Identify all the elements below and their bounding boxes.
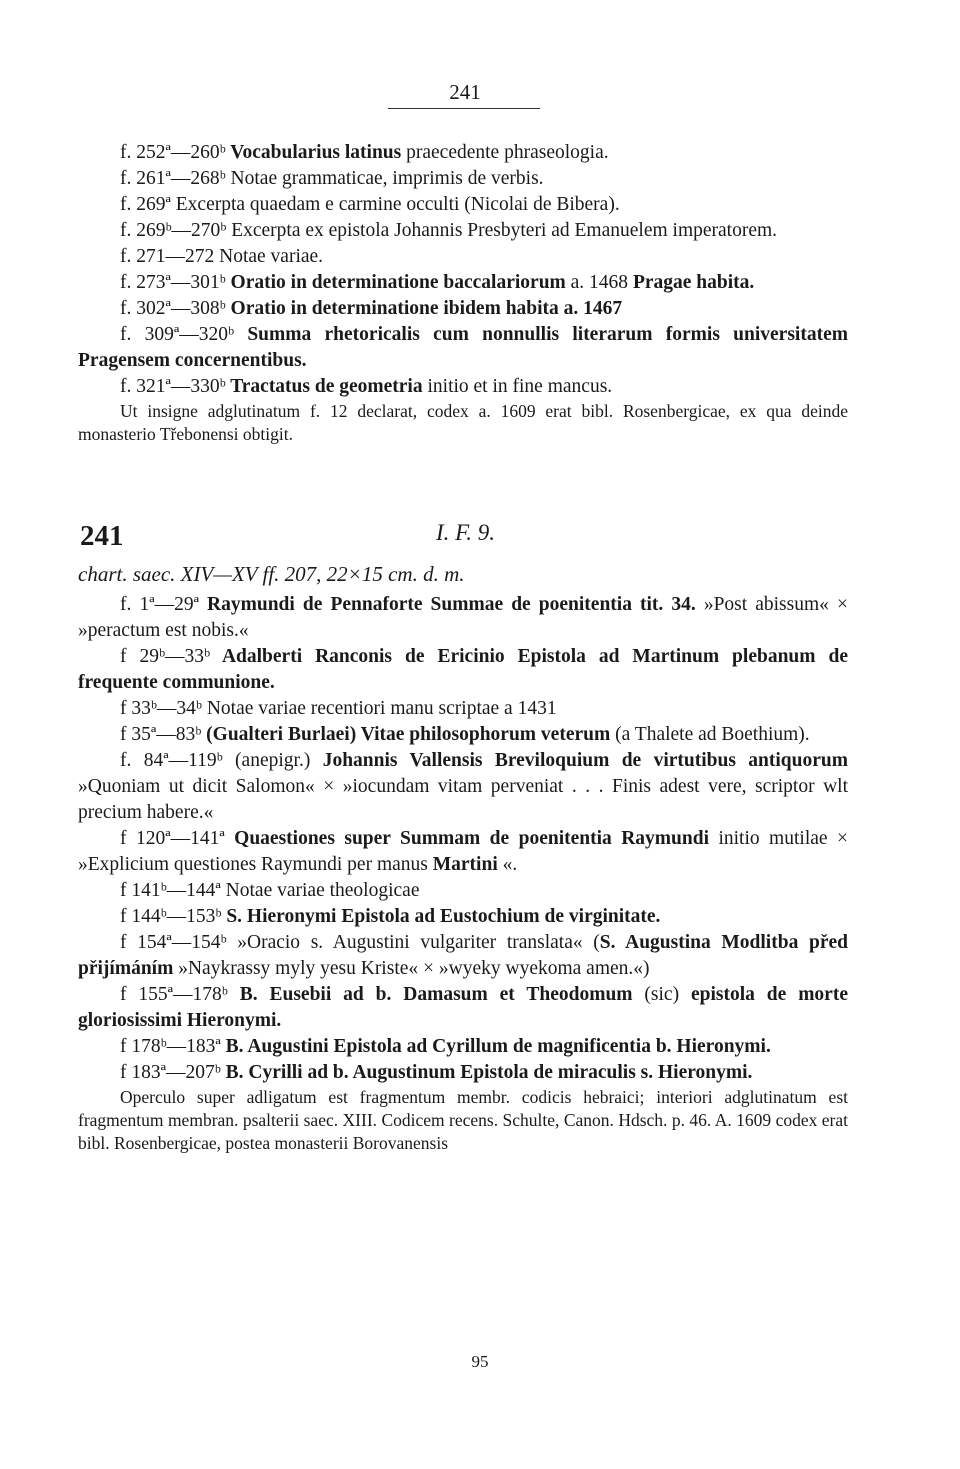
page-number: 241	[449, 80, 481, 104]
catalog-entry	[78, 748, 848, 826]
provenance-note: Ut insigne adglutinatum f. 12 declarat, codex a. 1609 erat bibl. Rosenbergicae, ex qua deinde monasterio Třebonensi obtigit.	[78, 401, 848, 444]
manuscript-description: chart. saec. XIV—XV ff. 207, 22×15 cm. d. m.	[78, 562, 465, 586]
entry-text: praecedente phraseologia.	[401, 142, 609, 163]
entry-title: Oratio in determinatione ibidem habita a. 1467	[225, 298, 623, 319]
entry-text: Notae variae.	[214, 246, 324, 267]
folio-number: 95	[471, 1352, 489, 1371]
entry-text: «.	[497, 854, 518, 875]
entry-title: S. Hieronymi Epistola ad Eustochium de virginitate.	[221, 906, 661, 927]
catalog-entry	[78, 904, 848, 930]
entry-title: S. Augustina Modlitba před přijímáním	[78, 932, 848, 979]
catalog-entry	[78, 592, 848, 644]
catalog-entry	[78, 826, 848, 878]
entry-text: initio et in fine mancus.	[422, 376, 613, 397]
entry-title: Summa rhetoricalis cum nonnullis literarum formis universitatem Pragensem concernentibus.	[78, 324, 848, 371]
entry-text: a. 1468	[565, 272, 633, 293]
folio-range: f 183ª—207ᵇ	[120, 1062, 221, 1083]
folio-range: f 35ª—83ᵇ	[120, 724, 202, 745]
entry-list	[78, 140, 848, 400]
catalog-entry	[78, 296, 848, 322]
catalog-entry	[78, 722, 848, 748]
folio-range: f. 269ᵇ—270ᵇ	[120, 220, 227, 241]
folio-range: f. 261ª—268ᵇ	[120, 168, 226, 189]
entry-text: Notae grammaticae, imprimis de verbis.	[225, 168, 544, 189]
entry-text: »Oracio s. Augustini vulgariter translata« (	[226, 932, 600, 953]
entry-text: Notae variae recentiori manu scriptae a 1431	[201, 698, 557, 719]
provenance-note: Operculo super adligatum est fragmentum membr. codicis hebraici; interiori adglutinatum est fragmentum membran. psalterii saec. XIII. Codicem recens. Schulte, Canon. Hdsch. p. 46. A. 1609 codex erat bibl. Rosenbergicae, postea monasterii Borovanensis	[78, 1087, 848, 1153]
folio-range: f. 273ª—301ᵇ	[120, 272, 226, 293]
folio-range: f. 269ª	[120, 194, 171, 215]
manuscript-contents	[78, 592, 848, 1155]
folio-range: f 141ᵇ—144ª	[120, 880, 221, 901]
folio-range: f. 271—272	[120, 246, 215, 267]
entry-title: Pragae habita.	[632, 272, 755, 293]
catalog-entry	[78, 982, 848, 1034]
entry-title: epistola de morte gloriosissimi Hieronymi.	[78, 984, 848, 1031]
catalog-entry	[78, 878, 848, 904]
entry-title: Oratio in determinatione baccalariorum	[225, 272, 566, 293]
catalog-entry	[78, 218, 848, 244]
entry-title: Martini	[432, 854, 498, 875]
entry-title: Tractatus de geometria	[225, 376, 423, 397]
entry-text: »Quoniam ut dicit Salomon« × »iocundam vitam perveniat . . . Finis adest vere, scriptor wlt precium habere.«	[78, 776, 848, 823]
entry-title: B. Eusebii ad b. Damasum et Theodomum	[227, 984, 633, 1005]
folio-range: f. 321ª—330ᵇ	[120, 376, 226, 397]
entry-text: Excerpta quaedam e carmine occulti (Nicolai de Bibera).	[170, 194, 620, 215]
entry-text: Excerpta ex epistola Johannis Presbyteri ad Emanuelem imperatorem.	[226, 220, 778, 241]
folio-range: f 155ª—178ᵇ	[120, 984, 228, 1005]
folio-range: f 33ᵇ—34ᵇ	[120, 698, 202, 719]
manuscript-number: 241	[80, 520, 124, 552]
entry-text: Notae variae theologicae	[220, 880, 420, 901]
folio-range: f. 1ª—29ª	[120, 594, 199, 615]
entry-title: Quaestiones super Summam de poenitentia Raymundi	[224, 828, 709, 849]
entry-text: (sic)	[632, 984, 691, 1005]
catalog-entry	[78, 322, 848, 374]
entry-title: B. Augustini Epistola ad Cyrillum de magnificentia b. Hieronymi.	[220, 1036, 771, 1057]
entry-title: Johannis Vallensis Breviloquium de virtutibus antiquorum	[322, 750, 848, 771]
catalog-entry	[78, 930, 848, 982]
entry-title: Vocabularius latinus	[225, 142, 402, 163]
folio-range: f 178ᵇ—183ª	[120, 1036, 221, 1057]
folio-range: f 154ª—154ᵇ	[120, 932, 227, 953]
catalog-entry	[78, 166, 848, 192]
catalog-entry	[78, 696, 848, 722]
entry-title: (Gualteri Burlaei) Vitae philosophorum veterum	[201, 724, 611, 745]
manuscript-signature: I. F. 9.	[436, 520, 495, 545]
folio-range: f. 84ª—119ᵇ	[120, 750, 223, 771]
entry-text: initio mutilae × »Explicium questiones Raymundi per manus	[78, 828, 848, 875]
catalog-entry	[78, 192, 848, 218]
entry-text: (a Thalete ad Boethium).	[610, 724, 810, 745]
header-rule	[388, 108, 540, 109]
manuscript-header	[80, 520, 860, 560]
catalog-entry	[78, 644, 848, 696]
folio-range: f 120ª—141ª	[120, 828, 225, 849]
folio-range: f 29ᵇ—33ᵇ	[120, 646, 211, 667]
catalog-entry	[78, 1060, 848, 1086]
folio-range: f 144ᵇ—153ᵇ	[120, 906, 222, 927]
entry-title: Adalberti Ranconis de Ericinio Epistola ad Martinum plebanum de frequente communione.	[78, 646, 848, 693]
entry-list	[78, 592, 848, 1086]
folio-range: f. 252ª—260ᵇ	[120, 142, 226, 163]
entry-text: (anepigr.)	[222, 750, 323, 771]
previous-manuscript-contents	[78, 140, 848, 446]
entry-text: »Naykrassy myly yesu Kriste« × »wyeky wyekoma amen.«)	[173, 958, 650, 979]
entry-text: »Post abissum« × »peractum est nobis.«	[78, 594, 848, 641]
entry-title: B. Cyrilli ad b. Augustinum Epistola de miraculis s. Hieronymi.	[220, 1062, 753, 1083]
entry-title: Raymundi de Pennaforte Summae de poenitentia tit. 34.	[198, 594, 696, 615]
folio-range: f. 302ª—308ᵇ	[120, 298, 226, 319]
catalog-entry	[78, 270, 848, 296]
catalog-entry	[78, 140, 848, 166]
catalog-entry	[78, 374, 848, 400]
catalog-entry	[78, 1034, 848, 1060]
catalog-entry	[78, 244, 848, 270]
folio-range: f. 309ª—320ᵇ	[120, 324, 235, 345]
